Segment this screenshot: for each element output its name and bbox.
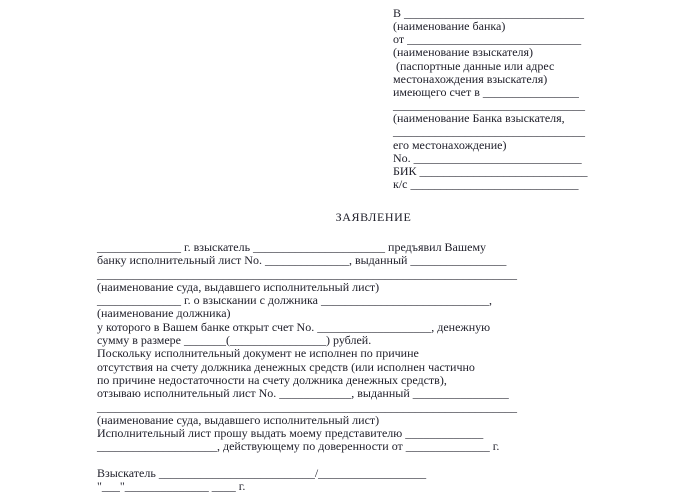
bik-line: БИК ____________________________ xyxy=(393,163,588,178)
body-line-writ-number: банку исполнительный лист No. ______________, выданный ________________ xyxy=(97,253,507,268)
claimant-passport-caption: (паспортные данные или адрес xyxy=(393,58,555,73)
addressee-bank-line: В ______________________________ xyxy=(393,6,585,20)
body-line-debtor-account: у которого в Вашем банке открыт счет No. ___________________, денежную xyxy=(97,319,491,334)
debtor-name-caption: (наименование должника) xyxy=(97,306,231,321)
spacer-line xyxy=(97,454,517,467)
body-line-date-claimant: ______________ г. взыскатель ______________________ предъявил Вашему xyxy=(97,240,487,254)
claimant-bank-caption: (наименование Банка взыскателя, xyxy=(393,111,565,126)
body-line-debtor-recovery: ______________ г. о взыскании с должника ____________________________, xyxy=(97,293,492,308)
claimant-address-caption: местонахождения взыскателя) xyxy=(393,71,548,86)
bank-location-caption: его местонахождение) xyxy=(393,137,507,152)
court-name-caption: (наименование суда, выдавшего исполнительный лист) xyxy=(97,279,380,294)
blank-underscore-line: ________________________________ xyxy=(393,124,585,139)
court-name-caption: (наименование суда, выдавшего исполнительный лист) xyxy=(97,412,380,427)
blank-underscore-line: ______________________________________________________________________ xyxy=(97,266,517,281)
account-number-line: No. ____________________________ xyxy=(393,150,582,165)
body-line-reason-3: по причине недостаточности на счету должника денежных средств), xyxy=(97,372,447,387)
claimant-name-caption: (наименование взыскателя) xyxy=(393,45,534,60)
body-line-reason-2: отсутствия на счету должника денежных средств (или исполнен частично xyxy=(97,359,475,374)
blank-underscore-line: ______________________________________________________________________ xyxy=(97,399,517,414)
blank-underscore-line: ________________________________ xyxy=(393,98,585,113)
document-title: ЗАЯВЛЕНИЕ xyxy=(335,210,412,224)
body-line-reason-1: Поскольку исполнительный документ не исполнен по причине xyxy=(97,346,419,361)
date-signature-line: "___"______________ ____ г. xyxy=(97,479,246,494)
corr-account-line: к/с ____________________________ xyxy=(393,177,579,192)
body-line-power-of-attorney: ____________________, действующему по доверенности от ______________ г. xyxy=(97,439,500,454)
addressee-bank-caption: (наименование банка) xyxy=(393,19,506,34)
body-line-amount: сумму в размере _______(________________) рублей. xyxy=(97,333,372,348)
account-in-line: имеющего счет в ________________ xyxy=(393,84,579,99)
body-line-recall-writ: отзываю исполнительный лист No. ____________, выданный ________________ xyxy=(97,386,509,401)
statement-body xyxy=(97,241,517,494)
claimant-from-line: от _____________________________ xyxy=(393,32,582,47)
body-line-representative: Исполнительный лист прошу выдать моему представителю _____________ xyxy=(97,426,484,441)
addressee-block xyxy=(393,7,588,191)
claimant-signature-line: Взыскатель __________________________/__________________ xyxy=(97,466,427,481)
